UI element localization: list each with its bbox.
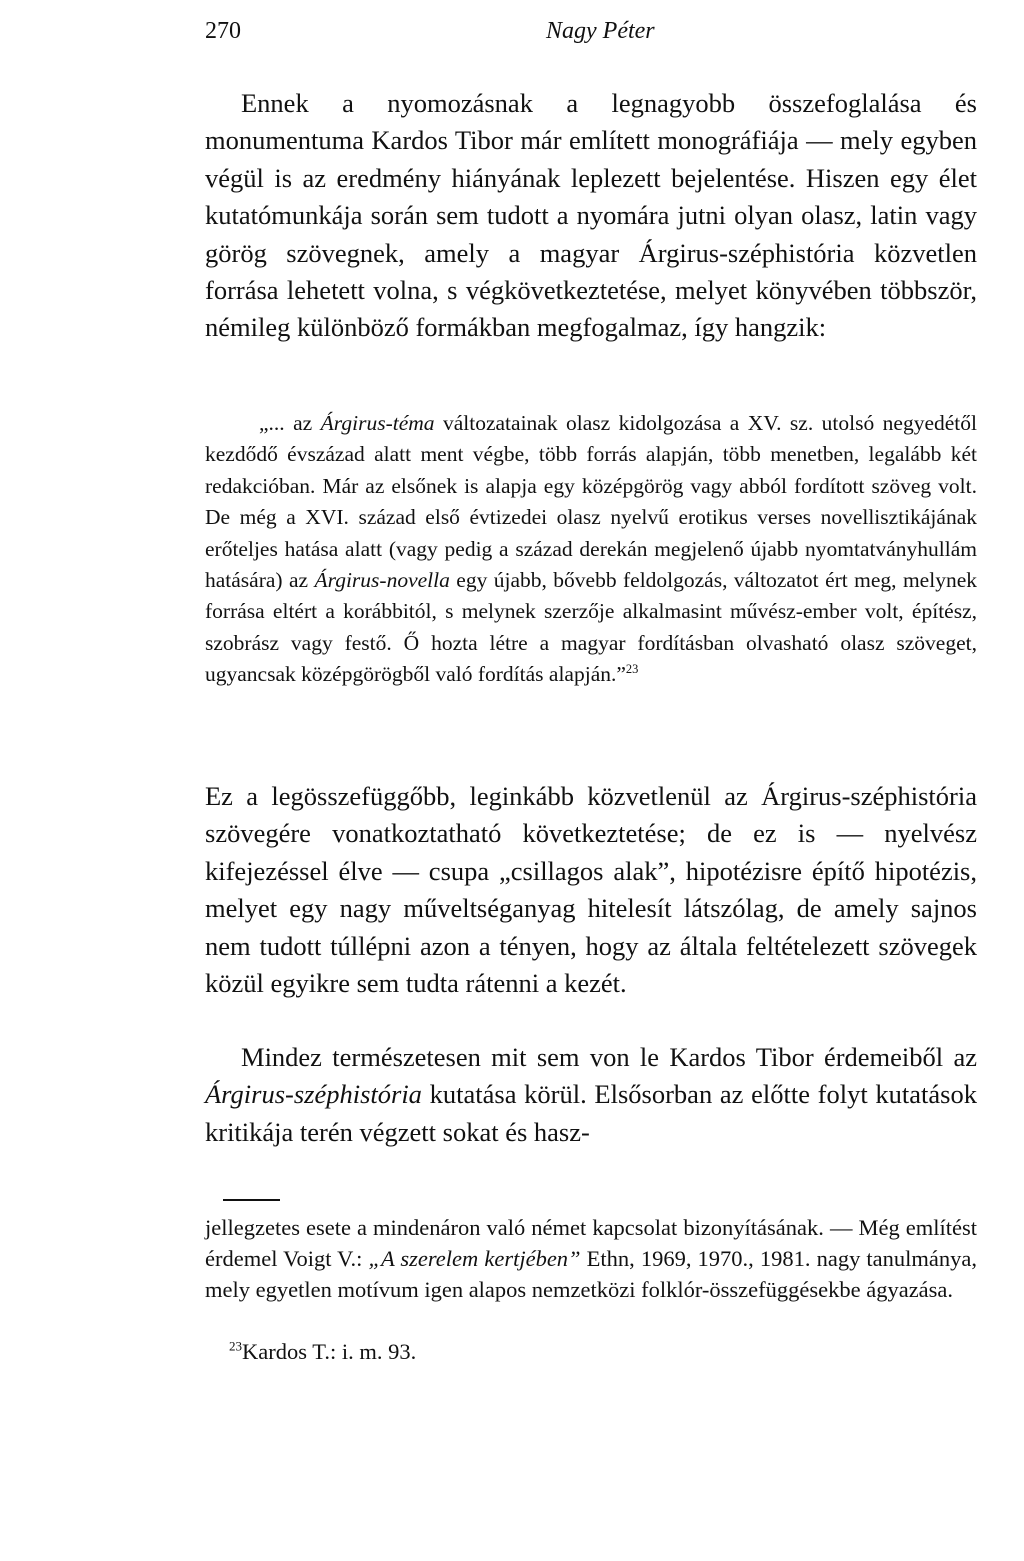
paragraph-3-italic: Árgirus-széphistória — [205, 1079, 422, 1110]
quote-text-1: „... az — [259, 411, 321, 435]
footnote-mark-23: 23 — [625, 662, 639, 677]
body-paragraph-3 — [205, 1039, 977, 1151]
quote-text-2: változatainak olasz kidolgozása a XV. sz. utolsó negyedétől kezdődő évszázad alatt ment végbe, több forrás alapján, több menetben, legalább két redakcióban. Már az elsőnek is alapja egy középgörög vagy abból fordított szöveg volt. De még a XVI. század első évtizedei olasz nyelvű erotikus verses novellisztikájának erőteljes hatása alatt (vagy pedig a század derekán megjelenő újabb nyomtatványhullám hatására) az — [205, 411, 977, 593]
block-quote — [205, 408, 977, 691]
footnote-23 — [205, 1336, 977, 1367]
quote-italic-2: Árgirus-novella — [314, 568, 450, 593]
footnote-rule — [223, 1199, 280, 1201]
page-header — [205, 18, 977, 54]
footnote-text-1: jellegzetes esete a mindenáron való német kapcsolat bizonyításának. — Még említést érdemel Voigt V.: — [205, 1215, 977, 1271]
footnote-23-mark: 23 — [229, 1338, 243, 1354]
body-paragraph-2: Ez a legösszefüggőbb, leginkább közvetlenül az Árgirus-széphistória szövegére vonatkoztatható következtetése; de ez is — nyelvész kifejezéssel élve — csupa „csillagos alak”, hipotézisre építő hipotézis, melyet egy nagy műveltséganyag hitelesít látszólag, de amely sajnos nem tudott túllépni azon a tényen, hogy az általa feltételezett szövegek közül egyikre sem tudta rátenni a kezét. — [205, 781, 977, 999]
paragraph-3-text-2: kutatása körül. Elsősorban az előtte folyt kutatások kritikája terén végzett sokat és hasz- — [205, 1079, 977, 1147]
quote-text-3: egy újabb, bővebb feldolgozás, változatot ért meg, melynek forrása eltért a korábbitól, s melynek szerzője alkalmasint művész-ember volt, építész, szobrász vagy festő. Ő hozta létre a magyar fordításban olvasható olasz szöveget, ugyancsak középgörögből való fordítás alapján.” — [205, 568, 977, 687]
footnote-text-2: Ethn, 1969, 1970., 1981. nagy tanulmánya, mely egyetlen motívum igen alapos nemzetközi folklór-összefüggésekbe ágyazása. — [205, 1246, 977, 1302]
footnote-italic: „A szerelem kertjében” — [368, 1246, 581, 1271]
page-number: 270 — [205, 18, 241, 44]
footnote-23-text: Kardos T.: i. m. 93. — [242, 1339, 417, 1364]
footnote-continued — [205, 1212, 977, 1305]
paragraph-3-text-1: Mindez természetesen mit sem von le Kardos Tibor érdemeiből az — [241, 1042, 977, 1072]
body-paragraph-1: Ennek a nyomozásnak a legnagyobb összefoglalása és monumentuma Kardos Tibor már említett monográfiája — mely egyben végül is az eredmény hiányának leplezett bejelentése. Hiszen egy élet kutatómunkája során sem tudott a nyomára jutni olyan olasz, latin vagy görög szövegnek, amely a magyar Árgirus-széphistória közvetlen forrása lehetett volna, s végkövetkeztetése, melyet könyvében többször, némileg különböző formákban megfogalmaz, így hangzik: — [205, 88, 977, 343]
running-head: Nagy Péter — [546, 18, 655, 44]
book-page — [205, 0, 977, 1561]
quote-italic-1: Árgirus-téma — [320, 411, 435, 435]
